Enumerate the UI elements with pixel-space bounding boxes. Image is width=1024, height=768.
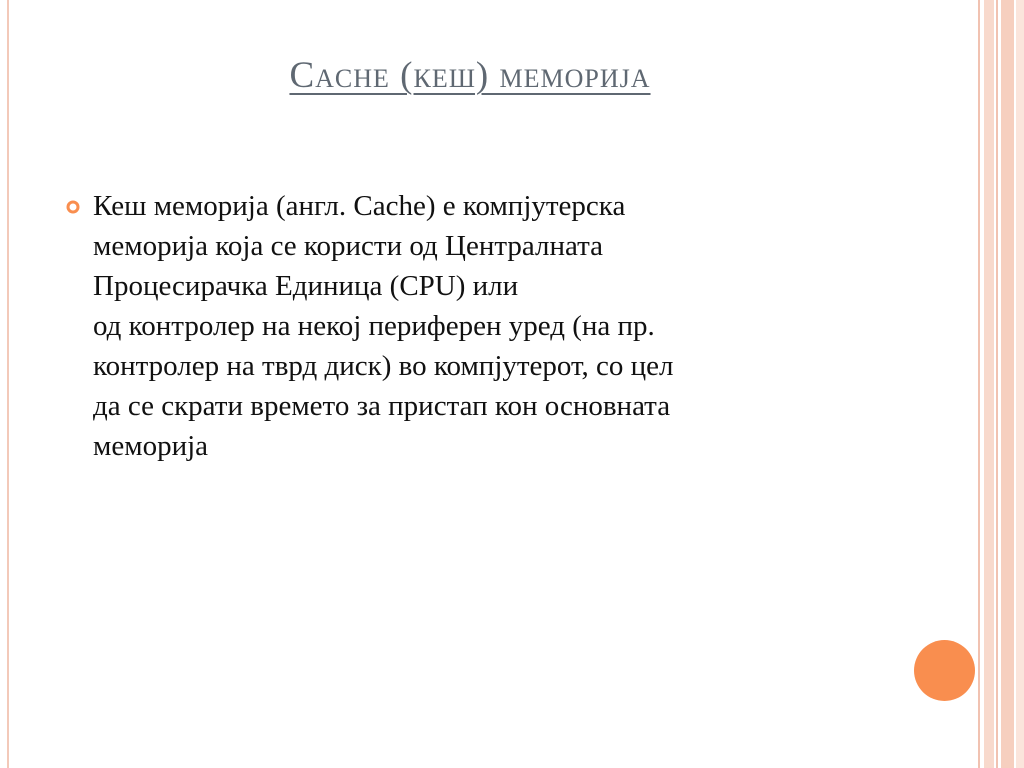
bullet-line: меморија која се користи од Централната	[93, 230, 604, 262]
bullet-line: да се скрати времето за пристап кон основната	[93, 390, 671, 422]
bullet-line: Процесирачка Единица (CPU) или	[93, 270, 519, 302]
right-stripe	[984, 0, 994, 768]
right-stripe	[996, 0, 998, 768]
bullet-text	[93, 186, 893, 466]
right-stripe	[978, 0, 980, 768]
slide-title: Cache (кеш) меморија	[289, 55, 651, 96]
orange-circle-decoration	[914, 640, 975, 701]
right-stripe	[1001, 0, 1014, 768]
ring-bullet-icon	[66, 200, 80, 214]
bullet-line: меморија	[93, 430, 209, 462]
bullet-line: контролер на тврд диск) во компјутерот, со цел	[93, 350, 674, 382]
bullet-line: Кеш меморија (англ. Cache) е компјутерска	[93, 190, 626, 222]
bullet-line: од контролер на некој периферен уред (на пр.	[93, 310, 655, 342]
left-border-line	[7, 0, 9, 768]
right-stripe	[1016, 0, 1024, 768]
